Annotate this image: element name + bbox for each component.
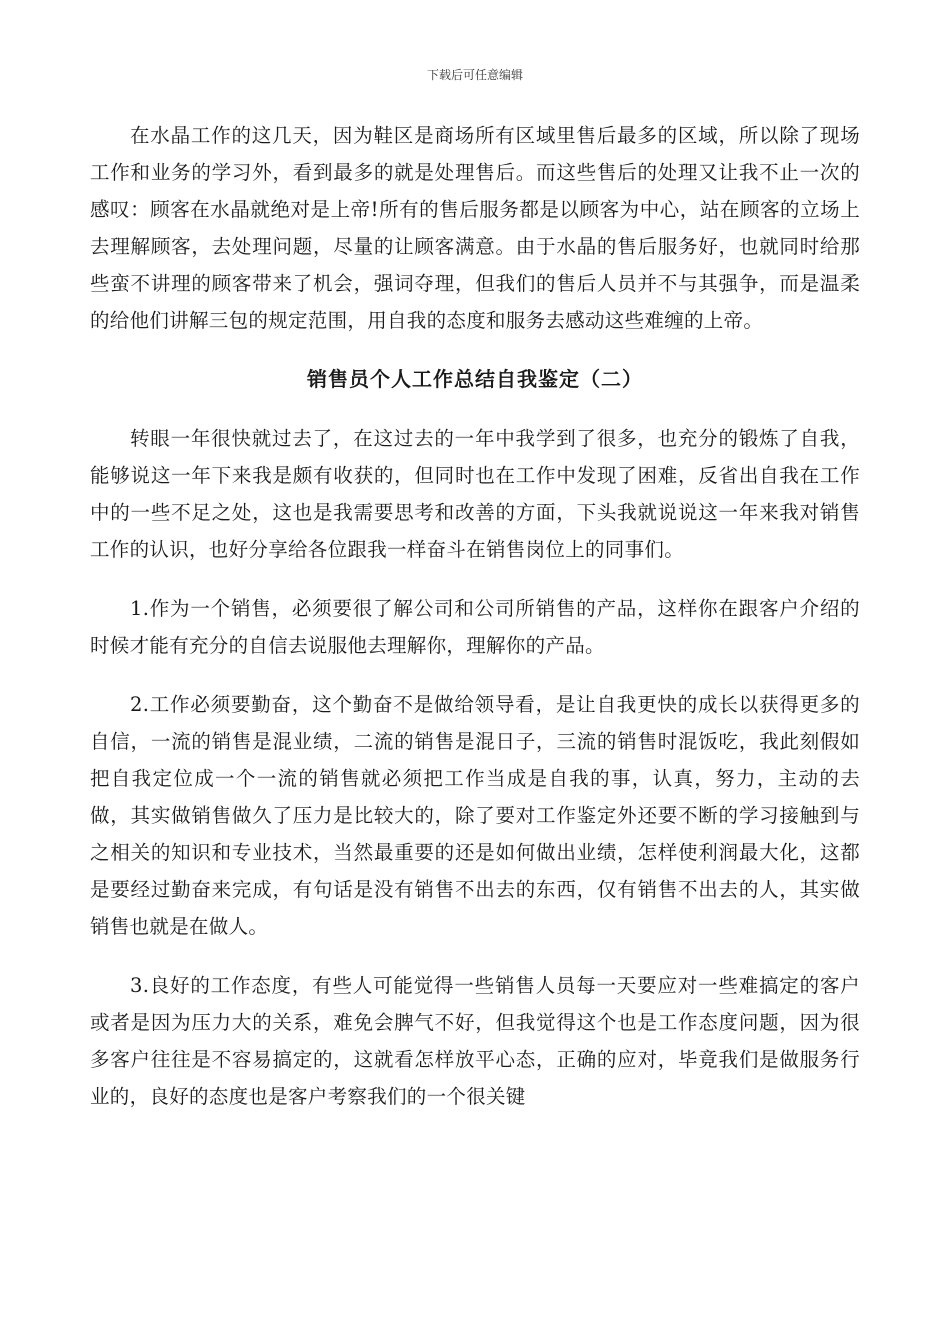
paragraph-intro: 转眼一年很快就过去了，在这过去的一年中我学到了很多，也充分的锻炼了自我，能够说这一年下来我是颇有收获的，但同时也在工作中发现了困难，反省出自我在工作中的一些不足之处，这也是我需要思考和改善的方面，下头我就说说这一年来我对销售工作的认识，也好分享给各位跟我一样奋斗在销售岗位上的同事们。 <box>90 427 860 561</box>
header-note: 下载后可任意编辑 <box>426 68 523 82</box>
section-title: 销售员个人工作总结自我鉴定（二） <box>307 367 643 391</box>
paragraph-item-2: 2.工作必须要勤奋，这个勤奋不是做给领导看，是让自我更快的成长以获得更多的自信，一流的销售是混业绩，二流的销售是混日子，三流的销售时混饭吃，我此刻假如把自我定位成一个一流的销售就必须把工作当成是自我的事，认真，努力，主动的去做，其实做销售做久了压力是比较大的，除了要对工作鉴定外还要不断的学习接触到与之相关的知识和专业技术，当然最重要的还是如何做出业绩，怎样使利润最大化，这都是要经过勤奋来完成，有句话是没有销售不出去的东西，仅有销售不出去的人，其实做销售也就是在做人。 <box>90 693 860 938</box>
paragraph-item-1: 1.作为一个销售，必须要很了解公司和公司所销售的产品，这样你在跟客户介绍的时候才能有充分的自信去说服他去理解你，理解你的产品。 <box>90 597 860 657</box>
paragraph-crystal-after-sales: 在水晶工作的这几天，因为鞋区是商场所有区域里售后最多的区域，所以除了现场工作和业务的学习外，看到最多的就是处理售后。而这些售后的处理又让我不止一次的感叹：顾客在水晶就绝对是上帝!所有的售后服务都是以顾客为中心，站在顾客的立场上去理解顾客，去处理问题，尽量的让顾客满意。由于水晶的售后服务好，也就同时给那些蛮不讲理的顾客带来了机会，强词夺理，但我们的售后人员并不与其强争，而是温柔的给他们讲解三包的规定范围，用自我的态度和服务去感动这些难缠的上帝。 <box>90 124 860 332</box>
paragraph-item-3: 3.良好的工作态度，有些人可能觉得一些销售人员每一天要应对一些难搞定的客户或者是因为压力大的关系，难免会脾气不好，但我觉得这个也是工作态度问题，因为很多客户往往是不容易搞定的，这就看怎样放平心态，正确的应对，毕竟我们是做服务行业的，良好的态度也是客户考察我们的一个很关键 <box>90 974 860 1108</box>
document-body <box>90 117 860 1115</box>
